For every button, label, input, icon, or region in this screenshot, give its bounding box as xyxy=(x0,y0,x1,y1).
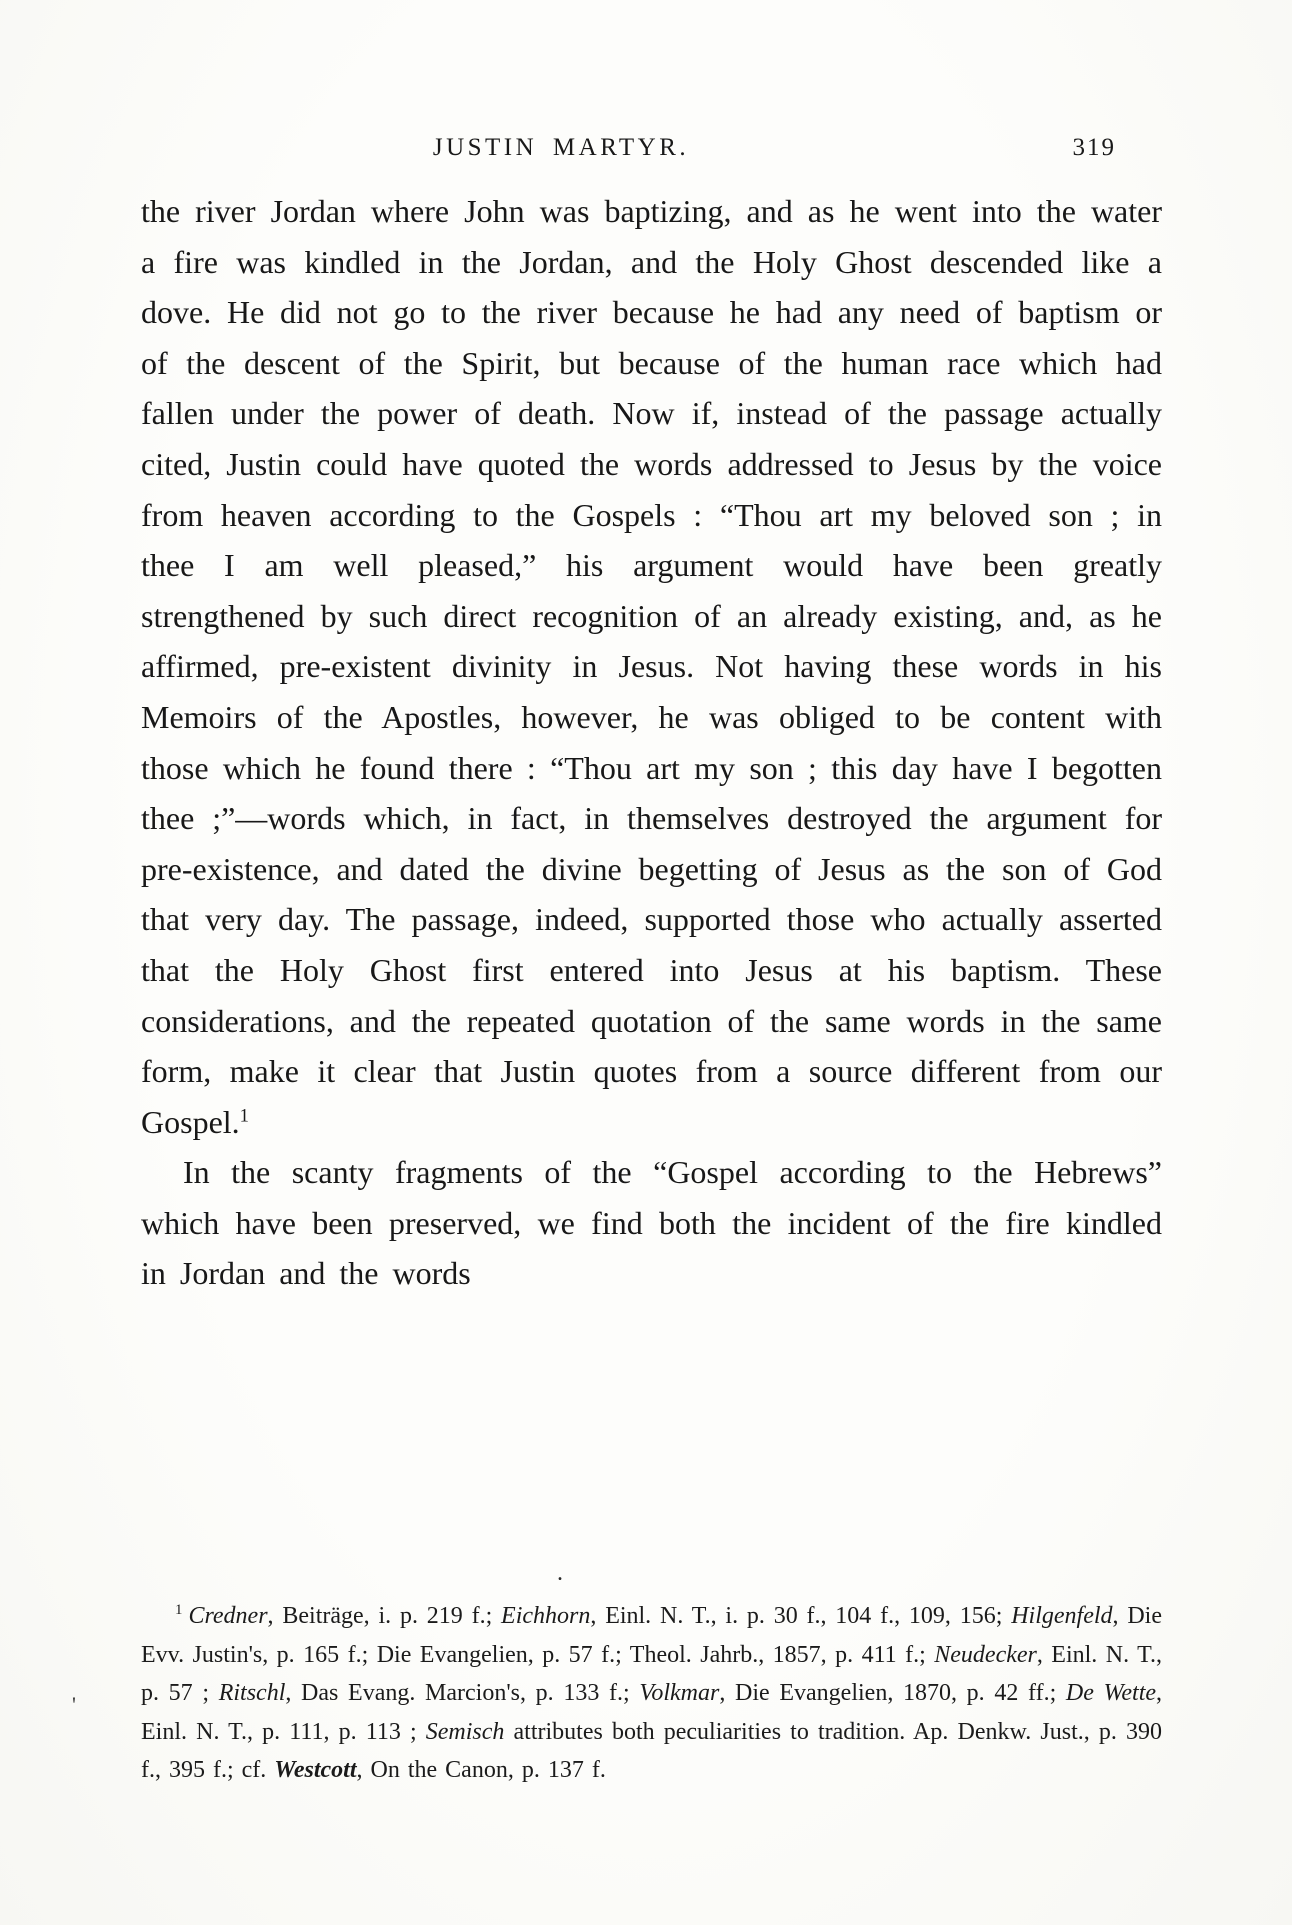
paragraph-1-text: the river Jordan where John was baptizing, and as he went into the water a fire was kindled in the Jordan, and the Holy Ghost descended like a dove. He did not go to the river because he had any need of baptism or of the descent of the Spirit, but because of the human race which had fallen under the power of death. Now if, instead of the passage actually cited, Justin could have quoted the words addressed to Jesus by the voice from heaven according to the Gospels : “Thou art my beloved son ; in thee I am well pleased,” his argument would have been greatly strengthened by such direct recognition of an already existing, and, as he affirmed, pre-existent divinity in Jesus. Not having these words in his Memoirs of the Apostles, however, he was obliged to be content with those which he found there : “Thou art my son ; this day have I begotten thee ;”—words which, in fact, in themselves destroyed the argument for pre-existence, and dated the divine begetting of Jesus as the son of God that very day. The passage, indeed, supported those who actually asserted that the Holy Ghost first entered into Jesus at his baptism. These considerations, and the repeated quotation of the same words in the same form, make it clear that Justin quotes from a source different from our Gospel. xyxy=(141,193,1162,1140)
scan-artifact-mark: ' xyxy=(72,1692,76,1717)
page-number: 319 xyxy=(1072,134,1116,161)
running-header xyxy=(141,134,1162,168)
paragraph-2 xyxy=(141,1147,1162,1299)
footnote xyxy=(141,1597,1162,1790)
body-text xyxy=(141,186,1162,1299)
paragraph-1 xyxy=(141,186,1162,1147)
paragraph-2-text: In the scanty fragments of the “Gospel according to the Hebrews” which have been preserved, we find both the incident of the fire kindled in Jordan and the words xyxy=(141,1154,1162,1292)
footnote-reference: 1 xyxy=(239,1105,249,1127)
running-title: JUSTIN MARTYR. xyxy=(432,134,690,161)
footnote-text: Credner, Beiträge, i. p. 219 f.; Eichhorn, Einl. N. T., i. p. 30 f., 104 f., 109, 156; Hilgenfeld, Die Evv. Justin's, p. 165 f.; Die Evangelien, p. 57 f.; Theol. Jahrb., 1857, p. 411 f.; Neudecker, Einl. N. T., p. 57 ; Ritschl, Das Evang. Marcion's, p. 133 f.; Volkmar, Die Evangelien, 1870, p. 42 ff.; De Wette, Einl. N. T., p. 111, p. 113 ; Semisch attributes both peculiarities to tradition. Ap. Denkw. Just., p. 390 f., 395 f.; cf. Westcott, On the Canon, p. 137 f. xyxy=(141,1603,1163,1784)
scan-artifact-dot: . xyxy=(557,1560,563,1586)
footnote-marker: 1 xyxy=(175,1602,183,1618)
